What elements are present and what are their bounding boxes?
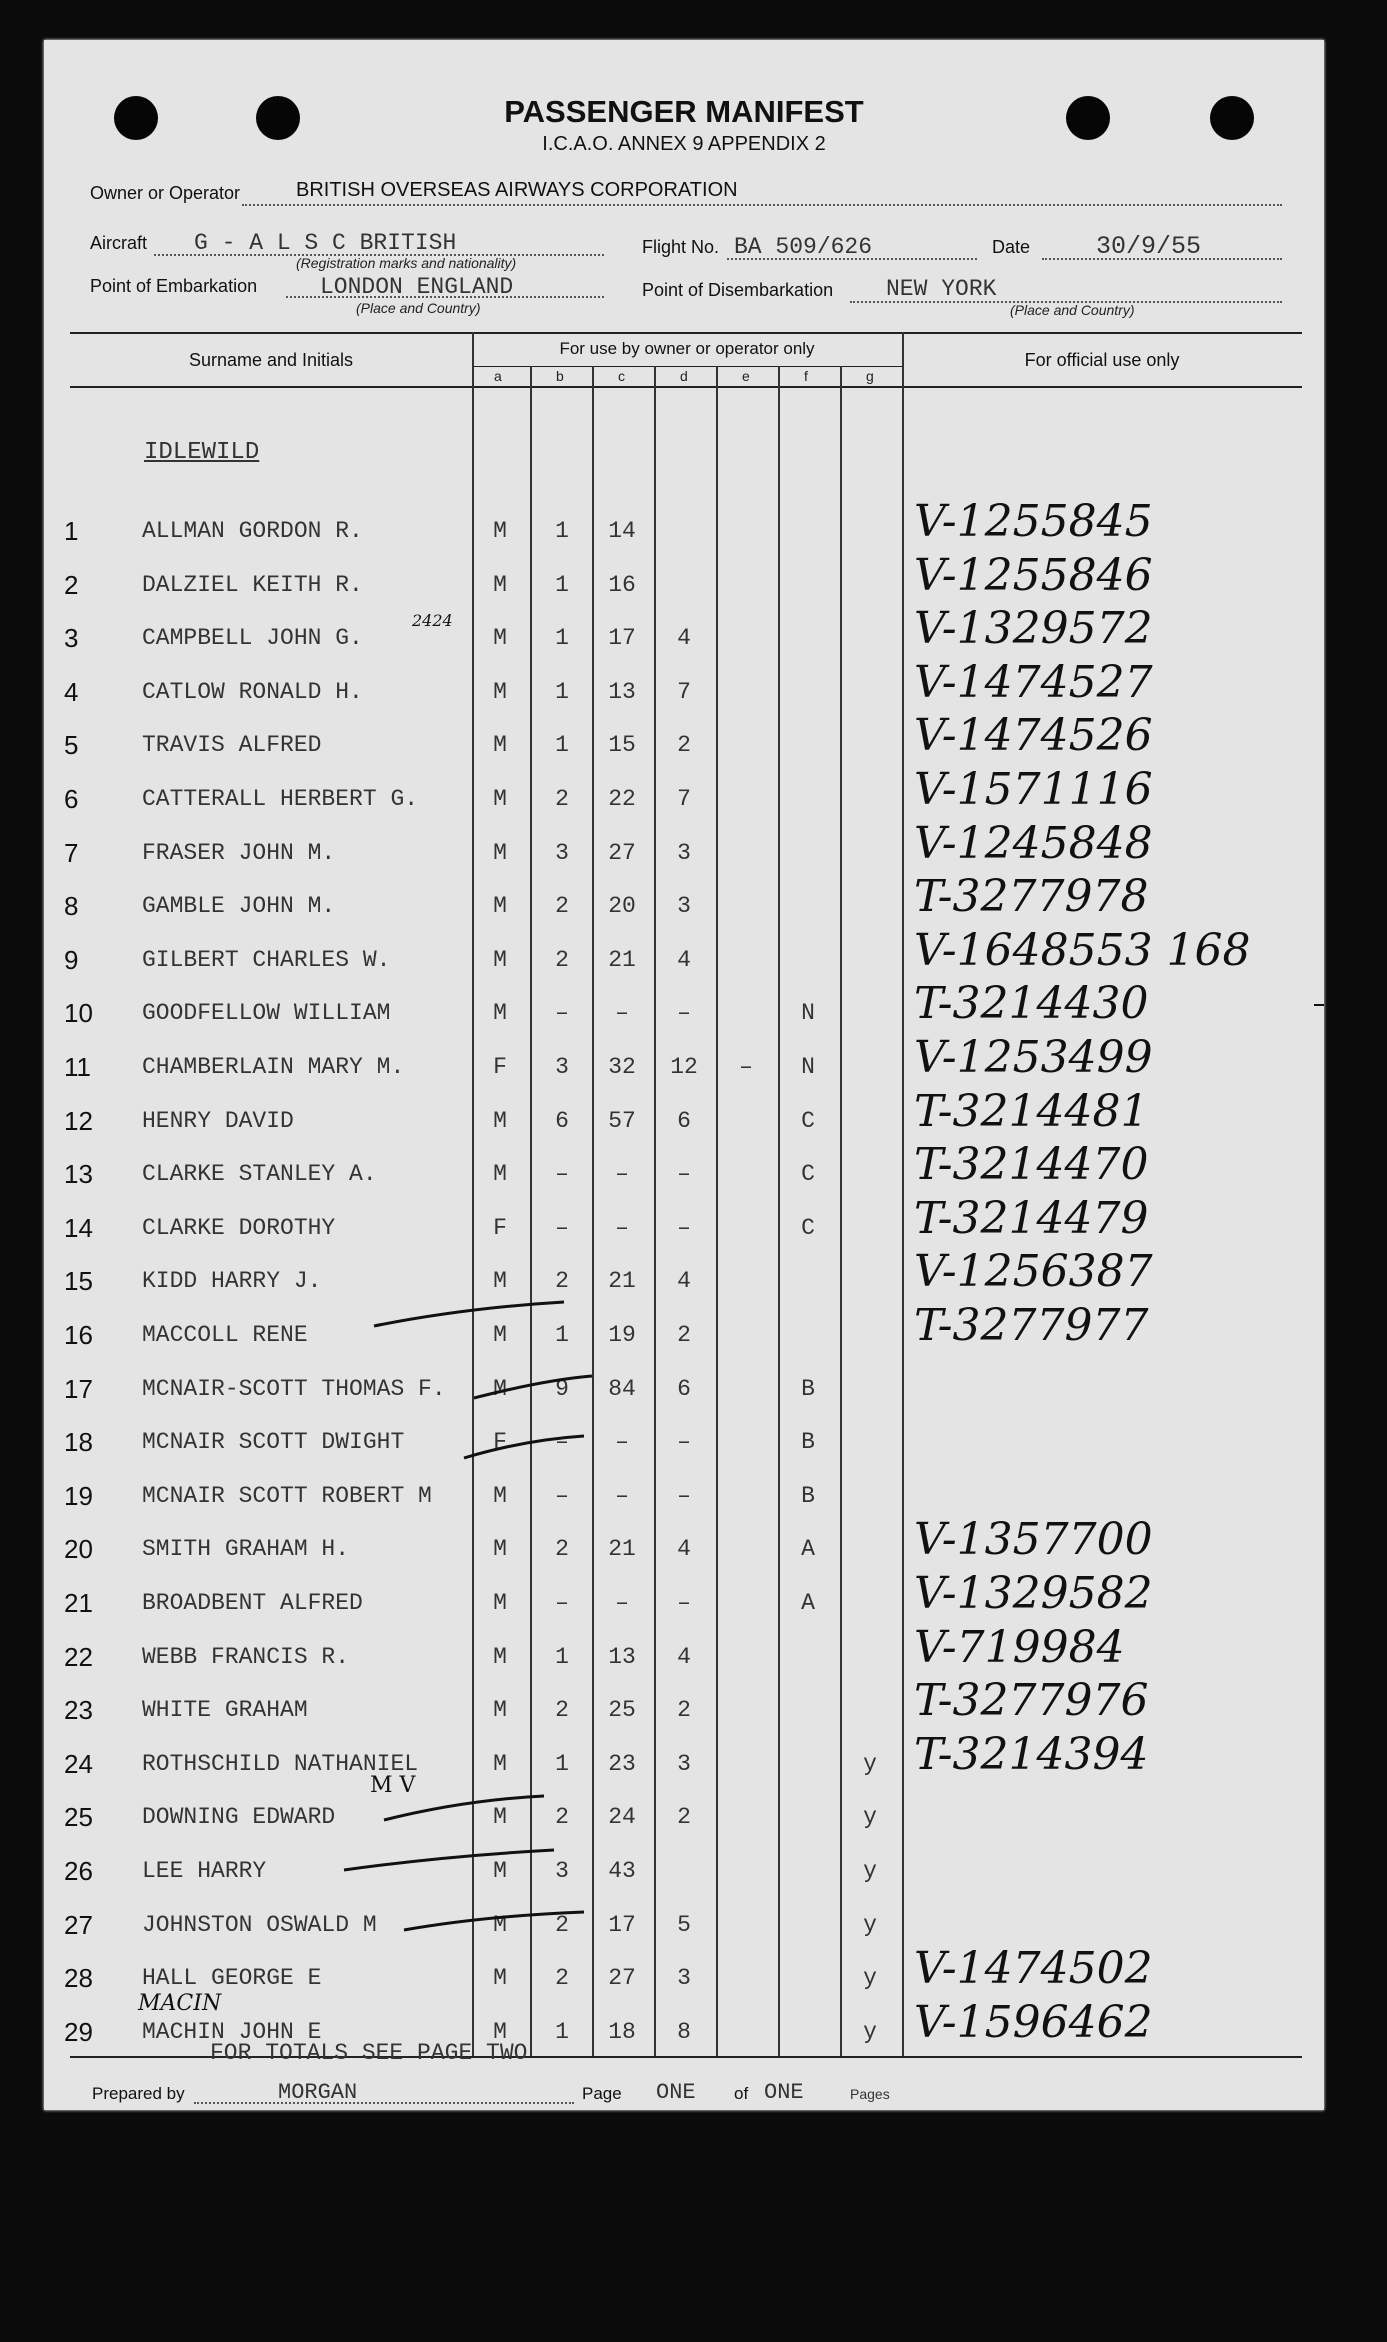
cell-b: 2 [555,1804,569,1831]
cell-a: M [493,839,507,866]
cell-a: M [493,1590,507,1616]
name-annotation: 2424 [412,611,453,631]
cell-f: B [801,1375,815,1402]
cell-d: 12 [670,1054,698,1080]
official-entry: V-1474526 [914,710,1153,762]
cell-a: M [493,1161,507,1188]
cell-c: 24 [608,1804,636,1831]
cell-d: 6 [677,1375,691,1402]
official-entry: V-1255845 [914,496,1153,547]
official-entry: V-1329572 [914,603,1153,655]
cell-a: M [493,1911,507,1938]
cell-a: F [493,1214,507,1241]
flight-value: BA 509/626 [734,234,873,260]
page-value: ONE [656,2080,696,2105]
cell-a: M [493,1804,507,1831]
cell-b: 2 [555,1536,569,1563]
row-number: 5 [64,730,79,761]
cell-b: 3 [555,1858,569,1884]
cell-b: 1 [555,732,569,759]
cell-c: 17 [608,625,636,652]
official-entry: V-1357700 [914,1514,1153,1566]
row-number: 18 [64,1427,93,1458]
cell-a: M [493,1375,507,1402]
cell-a: M [493,893,507,920]
cell-b: 3 [555,839,569,866]
passenger-name: GAMBLE JOHN M. [142,893,336,920]
cell-f: C [801,1214,815,1241]
cell-f: B [801,1429,815,1456]
cell-c: 43 [608,1858,636,1884]
cell-c: 21 [608,1268,636,1295]
cell-b: 2 [555,786,569,812]
name-annotation: M V [370,1772,416,1798]
cell-a: M [493,946,507,973]
cell-d: 4 [677,1268,691,1295]
cell-c: 27 [608,839,636,866]
aircraft-value: G - A L S C BRITISH [194,230,457,256]
cell-d: 7 [677,786,691,812]
official-entry: V-1474527 [914,656,1153,708]
cell-b: 1 [555,1643,569,1670]
row-number: 6 [64,784,79,814]
cell-c: 21 [608,1536,636,1563]
cell-a: M [493,1000,507,1027]
page-label: Page [582,2084,622,2103]
row-number: 8 [64,891,79,922]
row-number: 26 [64,1856,93,1886]
passenger-name: LEE HARRY [142,1858,267,1884]
cell-b: 1 [555,2018,569,2045]
cell-d: – [677,1590,691,1616]
cell-d: 3 [677,1750,691,1777]
cell-a: M [493,571,507,598]
passenger-name: ROTHSCHILD NATHANIEL [142,1750,419,1777]
official-entry: V-1256387 [914,1246,1153,1298]
cell-b: 2 [555,893,569,920]
official-entry: V-1255846 [914,549,1153,601]
cell-c: 27 [608,1965,636,1992]
prepared-label: Prepared by [92,2084,185,2103]
passenger-name: CLARKE DOROTHY [142,1214,336,1241]
cell-c: 18 [608,2018,636,2045]
official-column-header: For official use only [1024,350,1180,370]
row-number: 17 [64,1373,93,1404]
passenger-name: WEBB FRANCIS R. [142,1643,350,1670]
official-entry: V-1245848 [914,817,1153,869]
official-entry: T-3277976 [914,1675,1149,1727]
official-entry: V-1596462 [914,1996,1153,2048]
cell-d: 8 [677,2018,691,2045]
cell-d: 2 [677,732,691,759]
cell-d: 2 [677,1697,691,1724]
row-number: 29 [64,2016,93,2047]
cell-f: N [801,1054,815,1080]
cell-c: 23 [608,1750,636,1777]
embarkation-label: Point of Embarkation [90,276,258,296]
cell-g: y [863,1750,877,1777]
cell-c: 22 [608,786,636,812]
cell-d: 3 [677,1965,691,1992]
official-entry: T-3214479 [914,1192,1149,1244]
official-entry: T-3214481 [914,1085,1149,1137]
cell-b: 9 [555,1375,569,1402]
subcolumn-label: f [804,368,808,384]
cell-c: 57 [608,1107,636,1134]
document-subtitle: I.C.A.O. ANNEX 9 APPENDIX 2 [542,133,826,155]
cell-b: – [555,1590,569,1616]
row-number: 16 [64,1320,93,1350]
passenger-name: DOWNING EDWARD [142,1804,336,1831]
subcolumn-label: d [680,368,688,384]
official-entry: T-3277977 [914,1300,1149,1351]
row-number: 7 [64,837,79,868]
passenger-name: BROADBENT ALFRED [142,1590,363,1616]
cell-d: – [677,1214,691,1241]
manifest-sheet [44,40,1324,2110]
cell-c: – [615,1590,629,1616]
cell-g: y [863,2018,877,2045]
cell-a: M [493,518,507,544]
cell-f: A [801,1590,815,1616]
passenger-name: MCNAIR SCOTT ROBERT M [142,1482,432,1509]
cell-b: 1 [555,571,569,598]
cell-c: – [615,1429,629,1456]
passenger-name: TRAVIS ALFRED [142,732,322,759]
disembarkation-value: NEW YORK [886,276,997,302]
passenger-name: HENRY DAVID [142,1107,294,1134]
row-number: 14 [64,1212,93,1243]
prepared-dotline [194,2102,574,2104]
cell-c: 15 [608,732,636,759]
cell-d: 6 [677,1107,691,1134]
cell-a: M [493,1482,507,1509]
cell-c: – [615,1161,629,1188]
prepared-value: MORGAN [278,2080,358,2105]
subcolumn-label: a [494,368,502,384]
cell-c: – [615,1214,629,1241]
row-number: 24 [64,1748,93,1779]
passenger-name: KIDD HARRY J. [142,1268,322,1295]
flight-label: Flight No. [642,237,720,257]
row-number: 22 [64,1641,93,1672]
date-value: 30/9/55 [1096,232,1202,261]
passenger-name: SMITH GRAHAM H. [142,1536,350,1563]
cell-d: 2 [677,1804,691,1831]
cell-a: M [493,1107,507,1134]
embarkation-note: (Place and Country) [356,300,481,316]
row-number: 3 [64,623,79,654]
cell-a: M [493,1322,507,1348]
cell-b: 1 [555,678,569,705]
cell-b: – [555,1214,569,1241]
pages-label: Pages [850,2086,890,2102]
operator-column-header: For use by owner or operator only [559,339,815,358]
cell-b: 1 [555,1750,569,1777]
disembarkation-label: Point of Disembarkation [642,280,834,300]
cell-c: 13 [608,1643,636,1670]
row-number: 9 [64,944,79,975]
cell-a: M [493,2018,507,2045]
cell-b: 6 [555,1107,569,1134]
cell-b: 3 [555,1054,569,1080]
cell-b: 2 [555,1697,569,1724]
official-entry: V-1648553 168 [914,924,1251,976]
official-entry: T-3214470 [914,1139,1149,1191]
cell-d: 4 [677,946,691,973]
row-number: 4 [64,676,79,707]
row-number: 12 [64,1105,93,1136]
cell-c: 13 [608,678,636,705]
passenger-name: HALL GEORGE E [142,1965,322,1992]
aircraft-label: Aircraft [90,233,148,253]
row-number: 28 [64,1963,93,1994]
cell-d: 3 [677,893,691,920]
row-number: 21 [64,1588,93,1618]
row-number: 27 [64,1909,93,1940]
row-number: 15 [64,1266,93,1297]
totals-note: FOR TOTALS SEE PAGE TWO [210,2040,528,2066]
official-entry: T-3277978 [914,871,1149,923]
passenger-name: DALZIEL KEITH R. [142,571,363,598]
cell-f: N [801,1000,815,1027]
official-entry: V-1253499 [914,1032,1153,1083]
cell-a: M [493,1697,507,1724]
cell-d: 4 [677,1643,691,1670]
cell-c: – [615,1482,629,1509]
passenger-name: CAMPBELL JOHN G. [142,625,363,652]
of-label: of [734,2084,749,2103]
cell-b: – [555,1482,569,1509]
embarkation-value: LONDON ENGLAND [320,274,514,300]
cell-c: 20 [608,893,636,920]
cell-d: – [677,1000,691,1027]
passenger-name: MACHIN JOHN E [142,2018,322,2045]
section-heading: IDLEWILD [144,439,260,466]
cell-a: F [493,1429,507,1456]
official-entry: V-1571116 [914,764,1153,815]
passenger-name: CLARKE STANLEY A. [142,1161,377,1188]
cell-c: 84 [608,1375,636,1402]
cell-b: 1 [555,625,569,652]
surname-column-header: Surname and Initials [188,350,354,370]
cell-a: M [493,1750,507,1777]
disembarkation-note: (Place and Country) [1010,302,1135,318]
official-entry: V-719984 [914,1621,1125,1673]
cell-d: 7 [677,678,691,705]
passenger-name: CATTERALL HERBERT G. [142,786,419,812]
cell-f: B [801,1482,815,1509]
cell-d: – [677,1482,691,1509]
passenger-name: CHAMBERLAIN MARY M. [142,1054,405,1080]
cell-c: – [615,1000,629,1027]
subcolumn-label: c [618,368,625,384]
row-number: 23 [64,1695,93,1726]
row-number: 25 [64,1802,93,1833]
cell-f: A [801,1536,815,1563]
passenger-name: MCNAIR SCOTT DWIGHT [142,1429,405,1456]
cell-a: M [493,786,507,812]
cell-d: 3 [677,839,691,866]
cell-c: 19 [608,1322,636,1348]
document-title: PASSENGER MANIFEST [504,94,864,129]
cell-a: M [493,1858,507,1884]
cell-g: y [863,1804,877,1831]
passenger-name: GOODFELLOW WILLIAM [142,1000,391,1027]
cell-a: M [493,625,507,652]
official-entry: V-1329582 [914,1568,1153,1619]
strike-marks [44,40,1324,2110]
cell-a: M [493,678,507,705]
row-number: 2 [64,569,79,600]
cell-g: y [863,1965,877,1992]
subcolumn-label: e [742,368,750,384]
subcolumn-label: g [866,368,874,384]
row-number: 13 [64,1159,93,1190]
cell-g: y [863,1858,877,1884]
cell-c: 32 [608,1054,636,1080]
cell-a: M [493,732,507,759]
cell-b: 1 [555,1322,569,1348]
passenger-name: MACCOLL RENE [142,1322,308,1348]
row-number: 10 [64,998,93,1029]
cell-d: 4 [677,1536,691,1563]
row-number: 1 [64,516,79,546]
aircraft-note: (Registration marks and nationality) [296,255,517,271]
cell-d: – [677,1161,691,1188]
cell-b: 2 [555,1911,569,1938]
row-number: 19 [64,1480,93,1511]
row-number: 11 [64,1052,91,1082]
cell-d: 5 [677,1911,691,1938]
cell-c: 21 [608,946,636,973]
cell-a: M [493,1643,507,1670]
passenger-name: MCNAIR-SCOTT THOMAS F. [142,1375,446,1402]
owner-label: Owner or Operator [90,183,241,203]
cell-d: – [677,1429,691,1456]
cell-b: 2 [555,1268,569,1295]
cell-c: 25 [608,1697,636,1724]
cell-f: C [801,1107,815,1134]
cell-f: C [801,1161,815,1188]
cell-d: 2 [677,1322,691,1348]
subcolumn-label: b [556,368,564,384]
cell-a: M [493,1536,507,1563]
official-entry: T-3214394 [914,1728,1149,1780]
cell-c: 14 [608,518,636,544]
cell-a: M [493,1268,507,1295]
cell-d: 4 [677,625,691,652]
cell-a: M [493,1965,507,1992]
cell-g: y [863,1911,877,1938]
of-value: ONE [764,2080,804,2105]
passenger-name: FRASER JOHN M. [142,839,336,866]
cell-b: – [555,1161,569,1188]
cell-b: 1 [555,518,569,544]
row-number: 20 [64,1534,93,1565]
passenger-name: CATLOW RONALD H. [142,678,363,705]
passenger-name: WHITE GRAHAM [142,1697,308,1724]
passenger-name: ALLMAN GORDON R. [142,518,363,544]
cell-b: 2 [555,946,569,973]
cell-a: F [493,1054,507,1080]
cell-c: 17 [608,1911,636,1938]
cell-c: 16 [608,571,636,598]
cell-e: – [739,1054,753,1080]
owner-value: BRITISH OVERSEAS AIRWAYS CORPORATION [296,179,738,201]
cell-b: – [555,1429,569,1456]
date-label: Date [992,237,1031,257]
cell-b: – [555,1000,569,1027]
official-entry: V-1474502 [914,1943,1153,1995]
name-annotation: MACIN [138,1990,222,2016]
official-entry: T-3214430 [914,978,1149,1030]
passenger-name: GILBERT CHARLES W. [142,946,391,973]
passenger-name: JOHNSTON OSWALD M [142,1911,377,1938]
cell-b: 2 [555,1965,569,1992]
